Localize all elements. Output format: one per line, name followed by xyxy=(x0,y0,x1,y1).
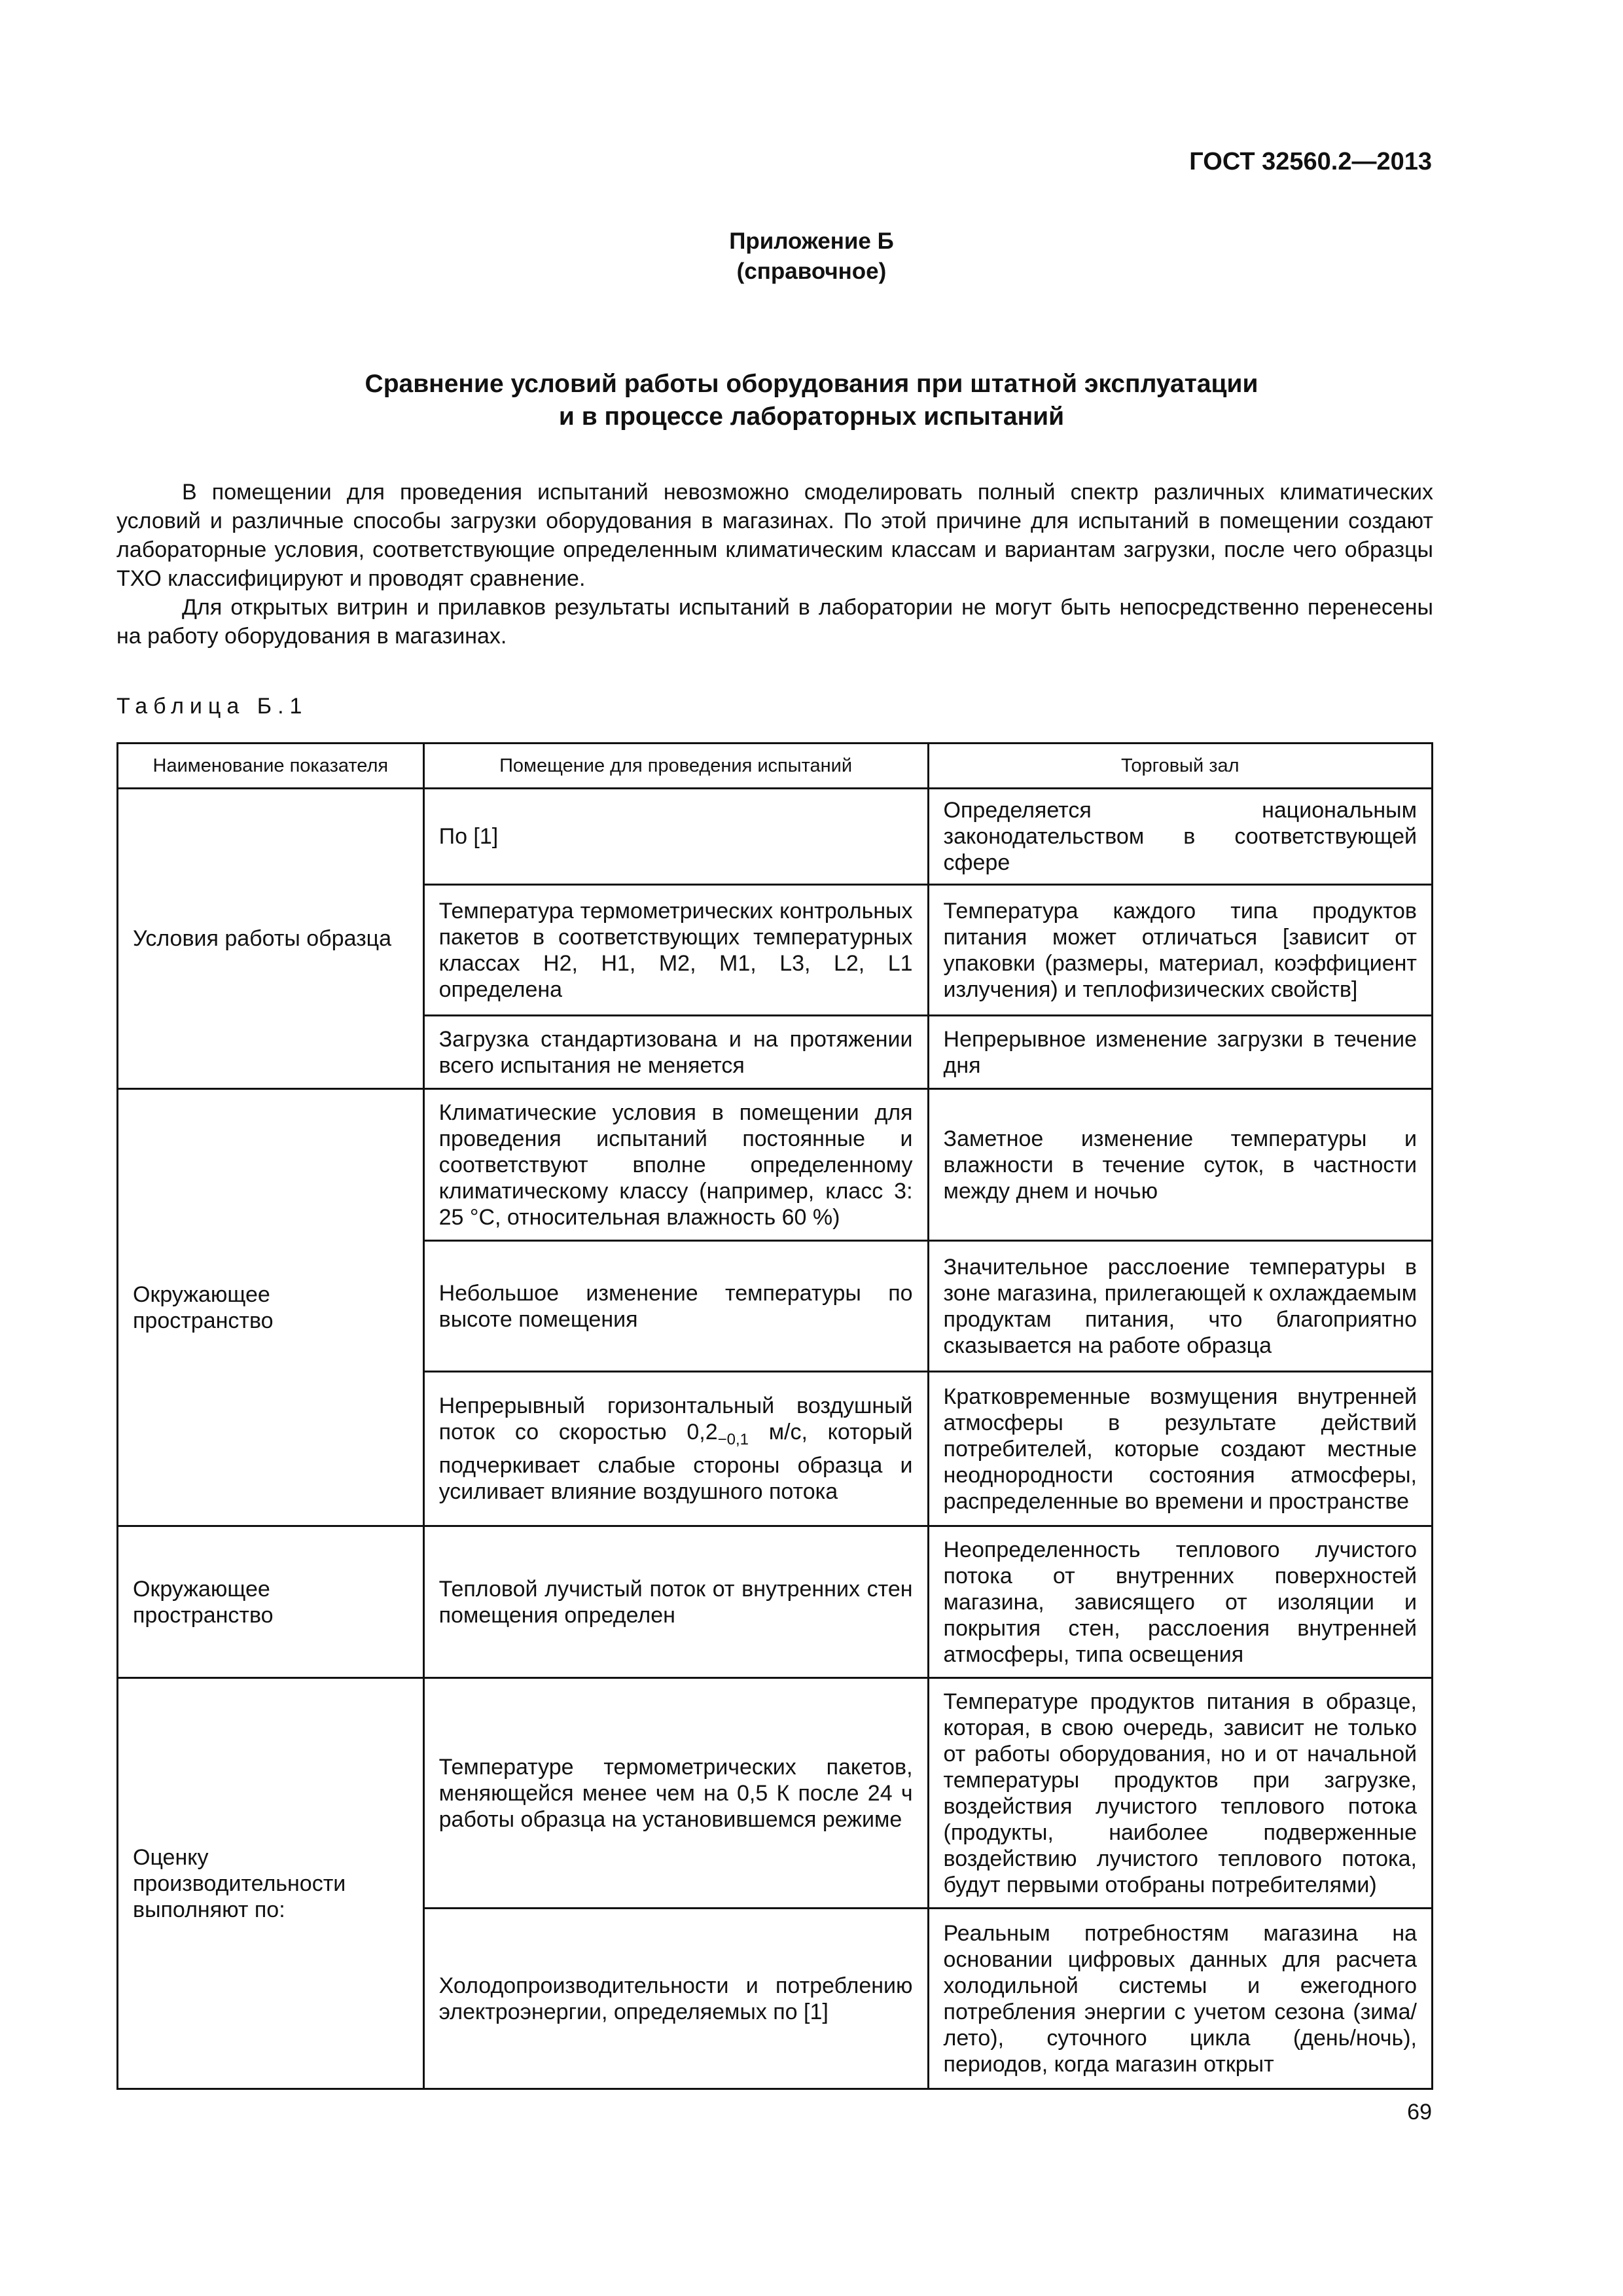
shop-cell: Заметное изменение температуры и влажности в течение суток, в частности между днем и ночью xyxy=(928,1089,1432,1241)
lab-text-end: м/с, который подчеркивает слабые стороны образца и усиливает влияние воздушного потока xyxy=(438,1419,913,1505)
shop-cell: Реальным потребностям магазина на основании цифровых данных для расчета холодильной системы и ежегодного потребления энергии с учетом сезона (зима/лето), суточного цикла (день/ночь), периодов, когда магазин открыт xyxy=(928,1909,1432,2089)
shop-cell: Значительное расслоение температуры в зоне магазина, прилегающей к охлаждаемым продуктам питания, что благоприятно сказывается на работе образца xyxy=(928,1241,1432,1372)
table-row xyxy=(118,1526,1433,1678)
shop-cell: Непрерывное изменение загрузки в течение дня xyxy=(928,1016,1432,1089)
document-code: ГОСТ 32560.2—2013 xyxy=(1189,148,1432,175)
paragraph: В помещении для проведения испытаний невозможно смоделировать полный спектр различных климатических условий и различные способы загрузки оборудования в магазинах. По этой причине для испытаний в помещении создают лабораторные условия, соответствующие определенным климатическим классам и вариантам загрузки, после чего образцы ТХО классифицируют и проводят сравнение. xyxy=(116,480,1433,591)
shop-cell: Кратковременные возмущения внутренней атмосферы в результате действий потребителей, которые создают местные неоднородности состояния атмосферы, распределенные во времени и пространстве xyxy=(928,1372,1432,1526)
lab-cell: Тепловой лучистый поток от внутренних стен помещения определен xyxy=(423,1526,928,1678)
body-text xyxy=(116,478,1433,651)
shop-cell: Температура каждого типа продуктов питания может отличаться [зависит от упаковки (размеры, материал, коэффициент излучения) и теплофизических свойств] xyxy=(928,885,1432,1016)
lab-cell: Температуре термометрических пакетов, меняющейся менее чем на 0,5 К после 24 ч работы образца на установившемся режиме xyxy=(423,1678,928,1909)
lab-cell: Загрузка стандартизована и на протяжении всего испытания не меняется xyxy=(423,1016,928,1089)
table-header-row xyxy=(118,744,1433,789)
parameter-cell: Условия работы образца xyxy=(118,789,424,1089)
parameter-cell: Окружающее пространство xyxy=(118,1089,424,1526)
lab-cell: Небольшое изменение температуры по высоте помещения xyxy=(423,1241,928,1372)
appendix-heading xyxy=(0,226,1623,287)
lab-cell xyxy=(423,1372,928,1526)
header-lab: Помещение для проведения испытаний xyxy=(423,744,928,789)
table-caption: Таблица Б.1 xyxy=(116,694,308,719)
table-row xyxy=(118,789,1433,885)
lab-cell: Холодопроизводительности и потреблению электроэнергии, определяемых по [1] xyxy=(423,1909,928,2089)
parameter-cell: Оценку производительности выполняют по: xyxy=(118,1678,424,2089)
table-row xyxy=(118,1678,1433,1909)
header-shop: Торговый зал xyxy=(928,744,1432,789)
air-speed-tolerance: −0,1 xyxy=(717,1430,749,1448)
parameter-cell: Окружающее пространство xyxy=(118,1526,424,1678)
lab-text-start: Непрерывный горизонтальный воздушный поток со скоростью xyxy=(438,1393,913,1444)
lab-cell: Климатические условия в помещении для проведения испытаний постоянные и соответствуют вполне определенному климатическому классу (например, класс 3: 25 °C, относительная влажность 60 %) xyxy=(423,1089,928,1241)
appendix-label: Приложение Б xyxy=(729,228,894,254)
shop-cell: Температуре продуктов питания в образце, которая, в свою очередь, зависит не только от работы оборудования, но и от начальной температуры продуктов при загрузке, воздействия лучистого теплового потока (продукты, наиболее подверженные воздействию лучистого теплового потока, будут первыми отобраны потребителями) xyxy=(928,1678,1432,1909)
appendix-type: (справочное) xyxy=(736,259,887,284)
shop-cell: Определяется национальным законодательством в соответствующей сфере xyxy=(928,789,1432,885)
section-title xyxy=(0,368,1623,433)
comparison-table xyxy=(116,742,1433,2090)
paragraph: Для открытых витрин и прилавков результаты испытаний в лаборатории не могут быть непосредственно перенесены на работу оборудования в магазинах. xyxy=(116,595,1433,649)
air-speed-value: 0,2 xyxy=(687,1419,718,1444)
page-number: 69 xyxy=(1407,2100,1432,2125)
header-parameter: Наименование показателя xyxy=(118,744,424,789)
lab-cell: По [1] xyxy=(423,789,928,885)
title-line-1: Сравнение условий работы оборудования при штатной эксплуатации xyxy=(365,370,1258,398)
lab-cell: Температура термометрических контрольных пакетов в соответствующих температурных классах Н2, Н1, М2, М1, L3, L2, L1 определена xyxy=(423,885,928,1016)
title-line-2: и в процессе лабораторных испытаний xyxy=(558,403,1065,431)
shop-cell: Неопределенность теплового лучистого потока от внутренних поверхностей магазина, зависящего от изоляции и покрытия стен, расслоения внутренней атмосферы, типа освещения xyxy=(928,1526,1432,1678)
table-row xyxy=(118,1089,1433,1241)
